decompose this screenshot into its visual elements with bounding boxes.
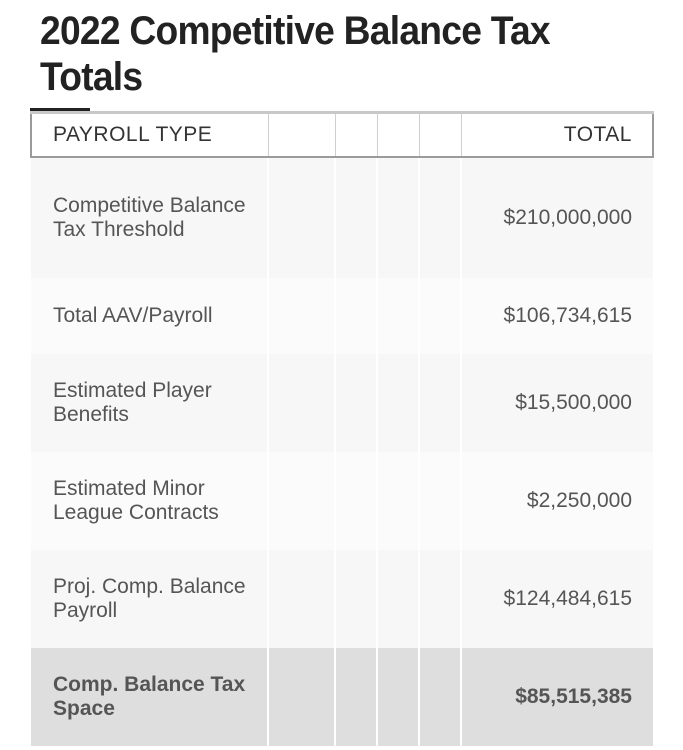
row-total: $106,734,615 [461, 278, 653, 354]
empty-cell [419, 648, 461, 746]
row-payroll-type: Estimated Minor League Contracts [31, 452, 268, 550]
header-payroll-type: PAYROLL TYPE [31, 113, 268, 158]
empty-cell [268, 550, 335, 648]
row-total: $124,484,615 [461, 550, 653, 648]
row-payroll-type: Estimated Player Benefits [31, 354, 268, 452]
empty-cell [419, 278, 461, 354]
empty-cell [335, 452, 377, 550]
header-col-2 [268, 113, 335, 158]
header-col-4 [377, 113, 419, 158]
row-payroll-type: Proj. Comp. Balance Payroll [31, 550, 268, 648]
empty-cell [419, 452, 461, 550]
empty-cell [268, 452, 335, 550]
row-total: $210,000,000 [461, 157, 653, 278]
empty-cell [419, 157, 461, 278]
empty-cell [268, 648, 335, 746]
table-row-total [31, 648, 653, 746]
empty-cell [268, 157, 335, 278]
empty-cell [419, 550, 461, 648]
empty-cell [377, 354, 419, 452]
row-total: $85,515,385 [461, 648, 653, 746]
row-total: $15,500,000 [461, 354, 653, 452]
row-payroll-type: Competitive Balance Tax Threshold [31, 157, 268, 278]
row-payroll-type: Total AAV/Payroll [31, 278, 268, 354]
empty-cell [335, 550, 377, 648]
table-row [31, 550, 653, 648]
empty-cell [377, 157, 419, 278]
empty-cell [335, 354, 377, 452]
empty-cell [335, 648, 377, 746]
empty-cell [377, 648, 419, 746]
cbt-totals-table [30, 111, 652, 746]
header-total: TOTAL [461, 113, 653, 158]
empty-cell [419, 354, 461, 452]
empty-cell [268, 354, 335, 452]
page-title: 2022 Competitive Balance Tax Totals [40, 9, 550, 99]
header-col-5 [419, 113, 461, 158]
table-row [31, 354, 653, 452]
row-total: $2,250,000 [461, 452, 653, 550]
empty-cell [377, 452, 419, 550]
empty-cell [335, 157, 377, 278]
table-row [31, 157, 653, 278]
empty-cell [335, 278, 377, 354]
table-row [31, 452, 653, 550]
row-payroll-type: Comp. Balance Tax Space [31, 648, 268, 746]
payroll-table [30, 111, 654, 746]
table-header-row [31, 113, 653, 158]
table-row [31, 278, 653, 354]
empty-cell [268, 278, 335, 354]
empty-cell [377, 278, 419, 354]
header-col-3 [335, 113, 377, 158]
empty-cell [377, 550, 419, 648]
